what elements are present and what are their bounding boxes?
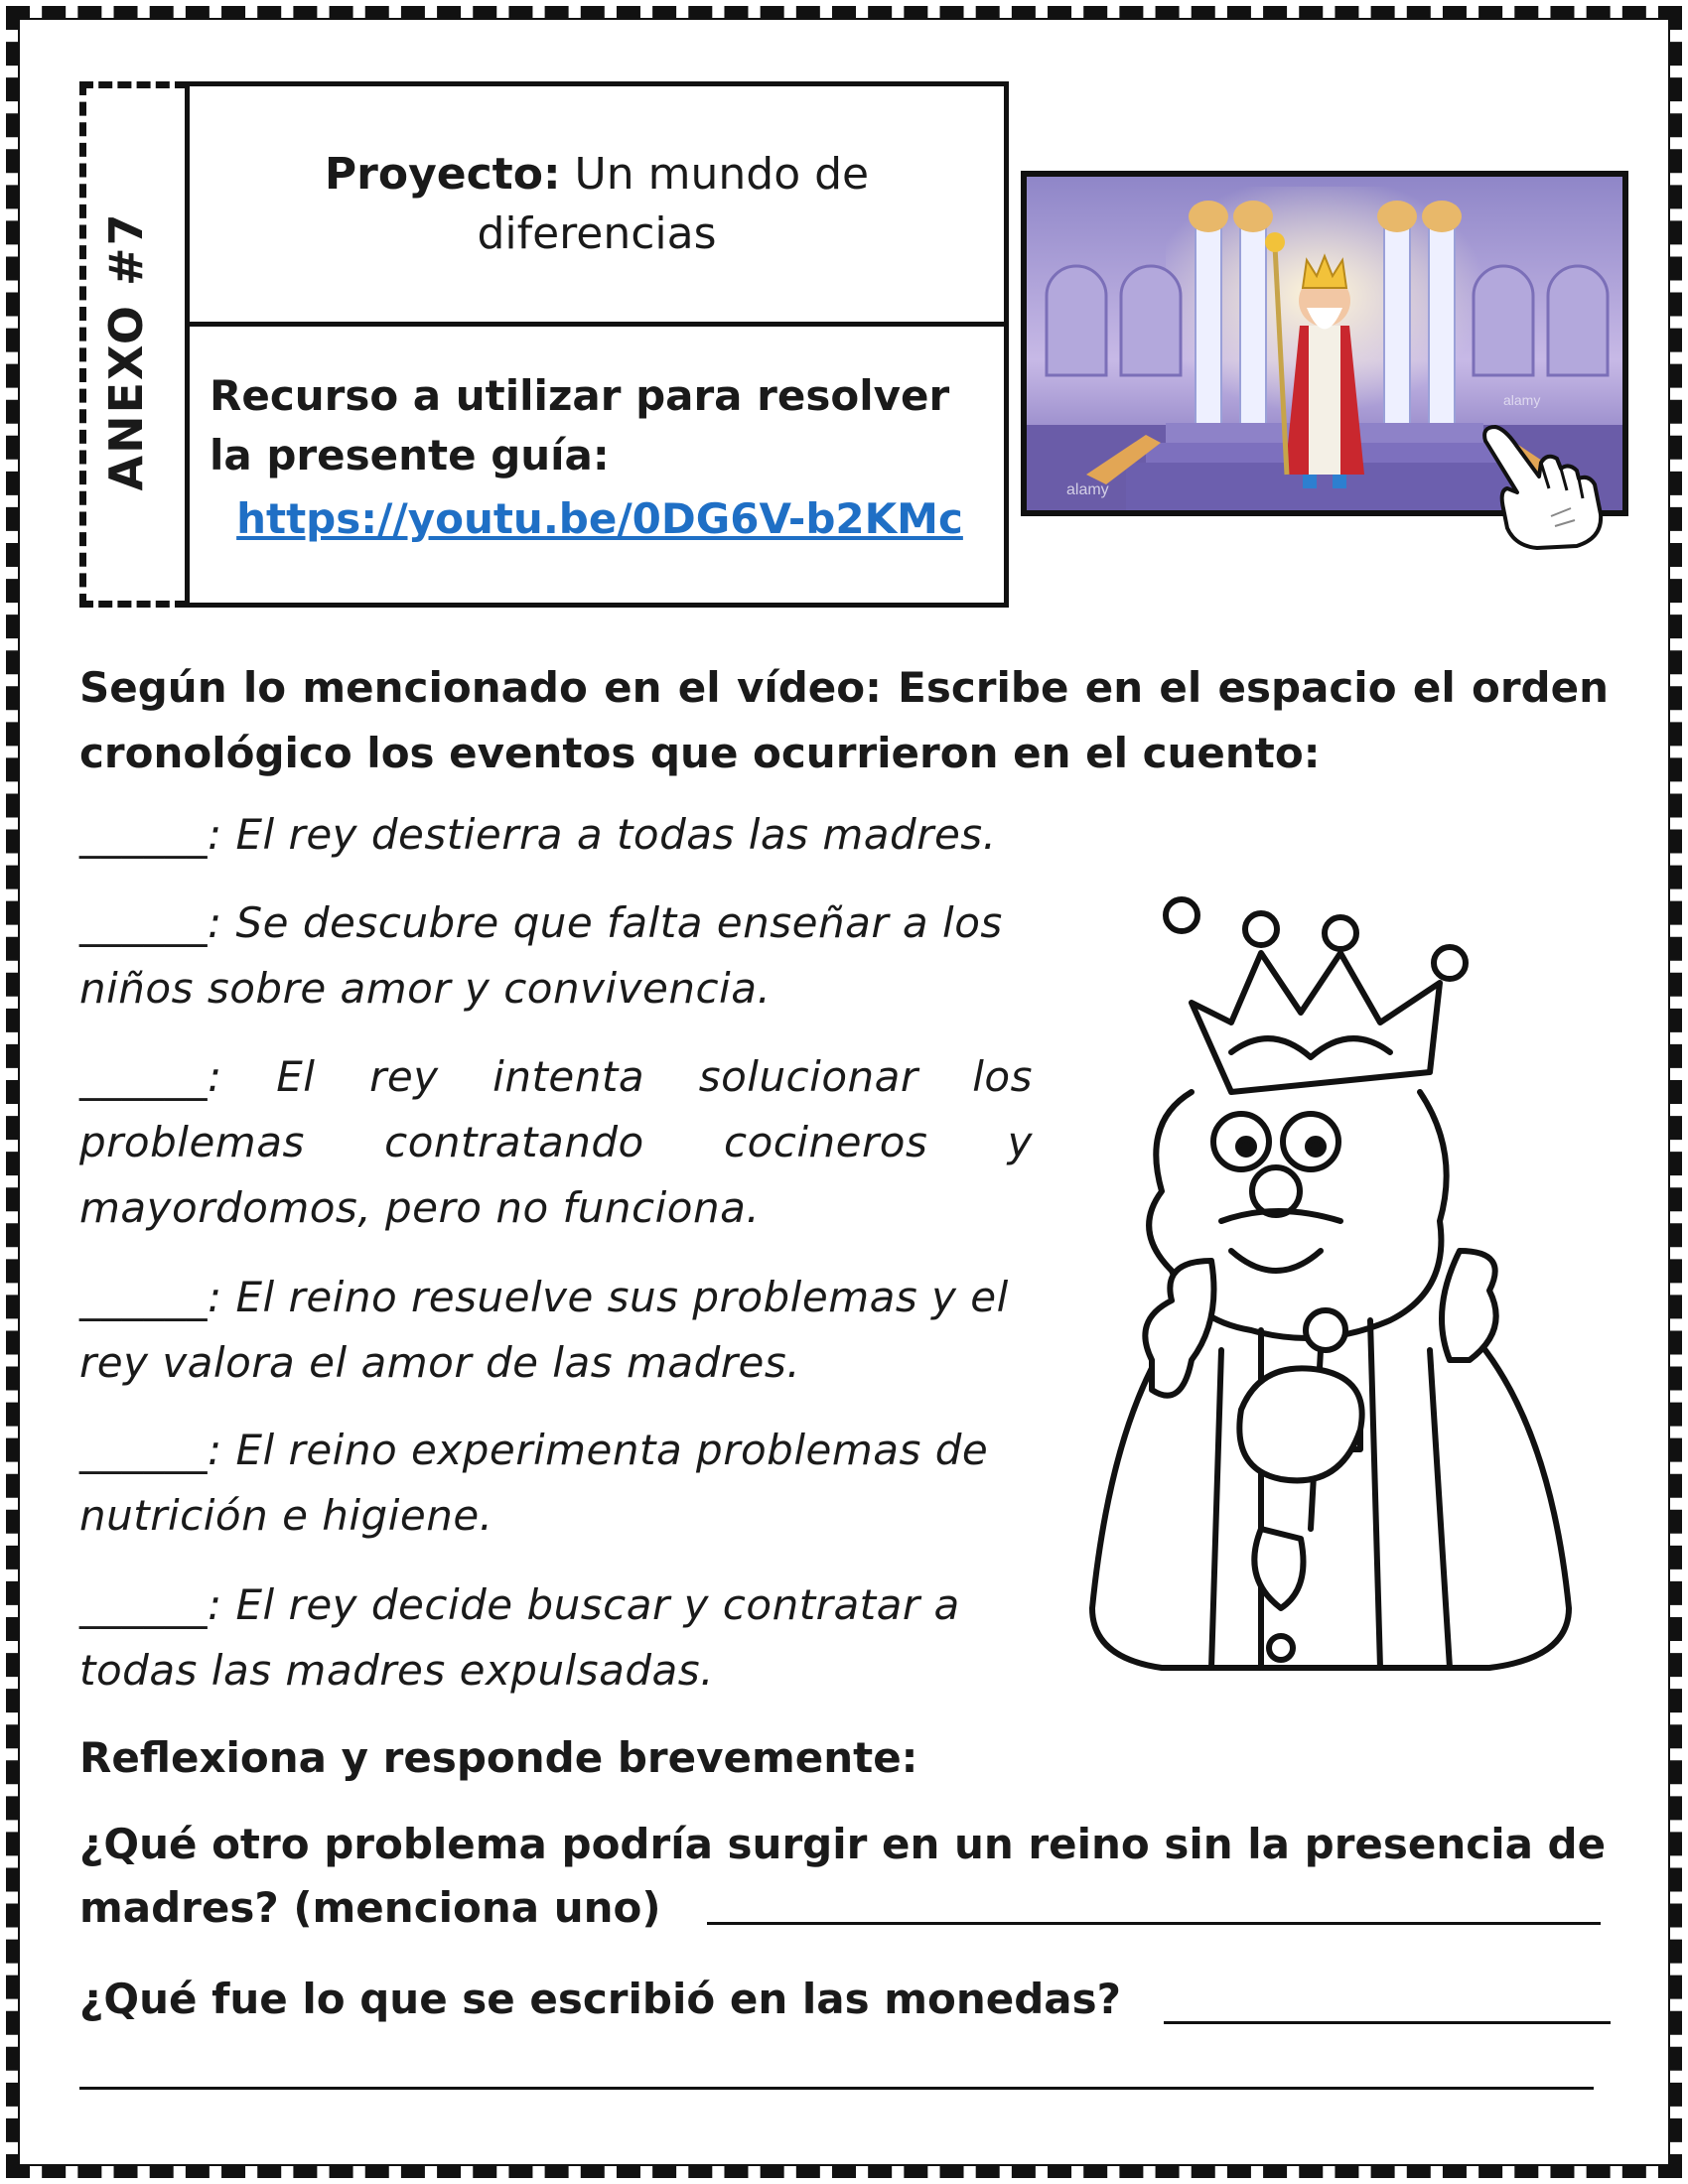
answer-blank[interactable]: ______ — [79, 1273, 208, 1321]
question-1: ¿Qué otro problema podría surgir en un reino sin la presencia de madres? (menciona uno) — [79, 1820, 1607, 1932]
answer-line-1[interactable] — [707, 1922, 1601, 1925]
question-2: ¿Qué fue lo que se escribió en las monedas? — [79, 1975, 1121, 2023]
event-item — [79, 1572, 1033, 1704]
project-cell — [190, 86, 1004, 327]
annex-tab — [79, 81, 189, 608]
resource-cell — [190, 327, 1004, 603]
project-name: Un mundo de diferencias — [477, 148, 870, 259]
reflection-heading: Reflexiona y responde brevemente: — [79, 1733, 918, 1782]
event-item — [79, 802, 1271, 868]
answer-blank[interactable]: ______ — [79, 1580, 208, 1629]
annex-label: ANEXO #7 — [99, 211, 153, 491]
event-text: : El reino experimenta problemas de nutrición e higiene. — [79, 1426, 989, 1540]
event-text: : El rey decide buscar y contratar a todas las madres expulsadas. — [79, 1580, 960, 1695]
watermark: alamy — [1503, 392, 1541, 408]
event-text: : El rey destierra a todas las madres. — [208, 810, 997, 859]
king-coloring-illustration — [1072, 893, 1589, 1688]
event-item — [79, 1265, 1033, 1396]
answer-blank[interactable]: ______ — [79, 810, 208, 859]
answer-blank[interactable]: ______ — [79, 1426, 208, 1474]
project-title: Proyecto: Un mundo de diferencias — [324, 148, 870, 259]
answer-blank[interactable]: ______ — [79, 898, 208, 947]
answer-blank[interactable]: ______ — [79, 1052, 208, 1101]
event-text: : Se descubre que falta enseñar a los niños sobre amor y convivencia. — [79, 898, 1003, 1013]
instructions: Según lo mencionado en el vídeo: Escribe en el espacio el orden cronológico los eventos que ocurrieron en el cuento: — [79, 663, 1609, 777]
event-item — [79, 1418, 1033, 1549]
event-item — [79, 1044, 1033, 1241]
video-link[interactable]: https://youtu.be/0DG6V-b2KMc — [236, 494, 963, 543]
answer-line-2[interactable] — [1164, 2021, 1611, 2024]
event-text: : El rey intenta solucionar los problemas contratando cocineros y mayordomos, pero no funciona. — [79, 1052, 1033, 1232]
event-item — [79, 890, 1033, 1022]
project-label: Proyecto — [324, 148, 543, 200]
header-box — [185, 81, 1009, 608]
watermark: alamy — [1066, 481, 1109, 498]
pointing-hand-icon — [1477, 419, 1612, 553]
resource-label: Recurso a utilizar para resolver la presente guía: — [210, 371, 950, 479]
answer-line-3[interactable] — [79, 2087, 1594, 2090]
event-text: : El reino resuelve sus problemas y el rey valora el amor de las madres. — [79, 1273, 1009, 1387]
